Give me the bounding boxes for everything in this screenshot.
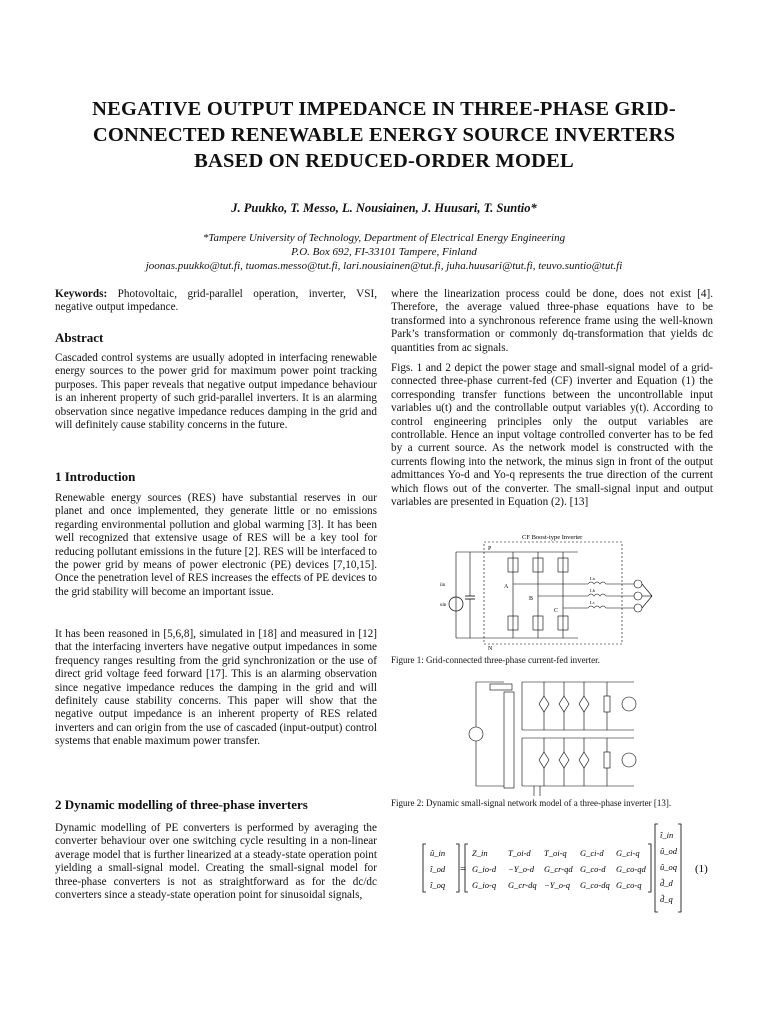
- abstract-heading: Abstract: [55, 330, 104, 345]
- figure-1-node-p: P: [488, 546, 492, 552]
- dynamic-modelling-paragraph: Dynamic modelling of PE converters is performed by averaging the converter behaviour over one switching cycle resulting in a non-linear average model that is further linearized at a steady-state operation point yielding a small-signal model. Creating the small-signal model for three-phase converters is not as straightforward as for the dc/dc converters since a steady-state operation point for sinusoidal signals,: [55, 822, 377, 902]
- equation-rhs-term: d̂_q: [660, 894, 673, 904]
- figure-1-label: CF Boost-type Inverter: [522, 534, 583, 541]
- author-list: J. Puukko, T. Messo, L. Nousiainen, J. Huusari, T. Suntio*: [231, 201, 537, 215]
- figure-1-node-c: C: [554, 608, 559, 614]
- equation-matrix-entry: Z_in: [472, 848, 488, 858]
- title-line-1: NEGATIVE OUTPUT IMPEDANCE IN THREE-PHASE GRID-: [92, 98, 676, 120]
- affiliation: [0, 231, 768, 273]
- figure-1-inductor-b: Lb: [590, 588, 595, 593]
- equation-matrix-entry: G_cr-qd: [544, 864, 573, 874]
- equation-rhs-term: d̂_d: [660, 878, 673, 888]
- affiliation-emails: joonas.puukko@tut.fi, tuomas.messo@tut.fi, lari.nousiainen@tut.fi, juha.huusari@tut.fi, teuvo.suntio@tut.fi: [145, 260, 623, 272]
- figure-1-caption: Figure 1: Grid-connected three-phase current-fed inverter.: [391, 655, 600, 665]
- title-line-2: CONNECTED RENEWABLE ENERGY SOURCE INVERTERS: [92, 124, 676, 146]
- equation-rhs-term: û_oq: [660, 862, 677, 872]
- figure-1-node-n: N: [488, 646, 493, 650]
- dynamic-modelling-heading: 2 Dynamic modelling of three-phase inverters: [55, 797, 308, 812]
- equation-lhs-term: û_in: [430, 848, 446, 858]
- equation-matrix-entry: G_co-dq: [580, 880, 610, 890]
- equation-matrix-entry: −Y_o-q: [544, 880, 571, 890]
- left-column: [55, 288, 377, 315]
- keywords-label: Keywords:: [55, 288, 108, 300]
- figure-1-iin: iin: [440, 583, 446, 588]
- equation-number: (1): [695, 863, 708, 875]
- equation-matrix-entry: T_oi-q: [544, 848, 567, 858]
- figure-1-inductor-a: La: [590, 576, 595, 581]
- keywords-text: Photovoltaic, grid-parallel operation, inverter, VSI, negative output impedance.: [55, 288, 377, 314]
- equation-lhs-term: î_od: [430, 864, 446, 874]
- introduction-paragraph-2: It has been reasoned in [5,6,8], simulated in [18] and measured in [12] that the interfacing inverters have negative output impedances in some frequency ranges resulting from the grid synchronization or the use of direct grid voltage feed forward [17]. This is an alarming observation since negative impedance reduces the damping in the grid and will definitely cause stability concerns. This paper will show that the negative output impedance is an inherent property of RES related inverters and can origin from the use of cascaded (input-output) control systems that enable maximum power transfer.: [55, 628, 377, 748]
- equation-matrix-entry: G_io-d: [472, 864, 497, 874]
- right-paragraph-2: Figs. 1 and 2 depict the power stage and small-signal model of a grid-connected three-phase current-fed (CF) inverter and Equation (1) the corresponding transfer functions between the uncontrollable input variables u(t) and the controllable output variables y(t). According to control engineering principles only the output variables are controllable. Hence an input voltage controlled converter has to be fed by a current source. As the network model is constructed with the currents flowing into the network, the minus sign in front of the output admittances Yo-d and Yo-q represents the true direction of the current which flows out of the converter. The small-signal input and output variables are presented in Equation (2). [13]: [391, 362, 713, 509]
- affiliation-line-2: P.O. Box 692, FI-33101 Tampere, Finland: [291, 246, 477, 258]
- paper-title: [40, 96, 728, 174]
- figure-1-circuit: [438, 532, 666, 650]
- introduction-heading: 1 Introduction: [55, 469, 136, 484]
- figure-1-node-a: A: [504, 584, 509, 590]
- equation-rhs-term: î_in: [660, 830, 674, 840]
- figure-2-network-model: [464, 674, 652, 796]
- figure-1-inductor-c: Lc: [590, 600, 595, 605]
- equation-matrix-entry: G_io-q: [472, 880, 497, 890]
- equation-matrix-entry: G_co-qd: [616, 864, 646, 874]
- equation-matrix-entry: G_co-q: [616, 880, 642, 890]
- title-line-3: BASED ON REDUCED-ORDER MODEL: [194, 150, 574, 172]
- keywords: [55, 288, 377, 315]
- equation-matrix-entry: G_cr-dq: [508, 880, 537, 890]
- figure-1-uin: uin: [440, 603, 447, 608]
- equation-matrix-entry: G_co-d: [580, 864, 606, 874]
- equation-matrix-entry: T_oi-d: [508, 848, 531, 858]
- right-paragraph-1: where the linearization process could be done, does not exist [4]. Therefore, the average valued three-phase equations have to be transformed into a synchronous reference frame using the well-known Park’s transformation or commonly dq-transformation that yields dc quantities from ac signals.: [391, 288, 713, 354]
- introduction-paragraph-1: Renewable energy sources (RES) have substantial reserves in our planet and once implemented, they generate little or no emissions regarding environmental pollution and global warming [3]. It has been well recognized that extensive usage of RES will be a key tool for reducing pollutant emissions in the future [2]. RES will be interfaced to the power grid by means of power electronic (PE) devices [7,10,15]. Once the penetration level of RES increases the effects of PE devices to the grid stability will become an important issue.: [55, 492, 377, 598]
- figure-2-caption: Figure 2: Dynamic small-signal network model of a three-phase inverter [13].: [391, 798, 672, 808]
- svg-text:=: =: [460, 863, 467, 875]
- abstract-body: Cascaded control systems are usually adopted in interfacing renewable energy sources to the power grid for maximum power point tracking purposes. This paper reveals that negative output impedance behaviour is an inherent property of such grid-parallel inverters. It is an alarming observation since negative impedance reduces damping in the grid and will definitely cause stability concerns in the future.: [55, 352, 377, 432]
- equation-matrix-entry: G_ci-d: [580, 848, 604, 858]
- equation-matrix-entry: G_ci-q: [616, 848, 640, 858]
- affiliation-line-1: *Tampere University of Technology, Department of Electrical Energy Engineering: [202, 232, 566, 244]
- equation-matrix-entry: −Y_o-d: [508, 864, 535, 874]
- equation-lhs-term: î_oq: [430, 880, 446, 890]
- figure-1-node-b: B: [529, 596, 534, 602]
- equation-rhs-term: û_od: [660, 846, 677, 856]
- equation-1: [420, 818, 720, 916]
